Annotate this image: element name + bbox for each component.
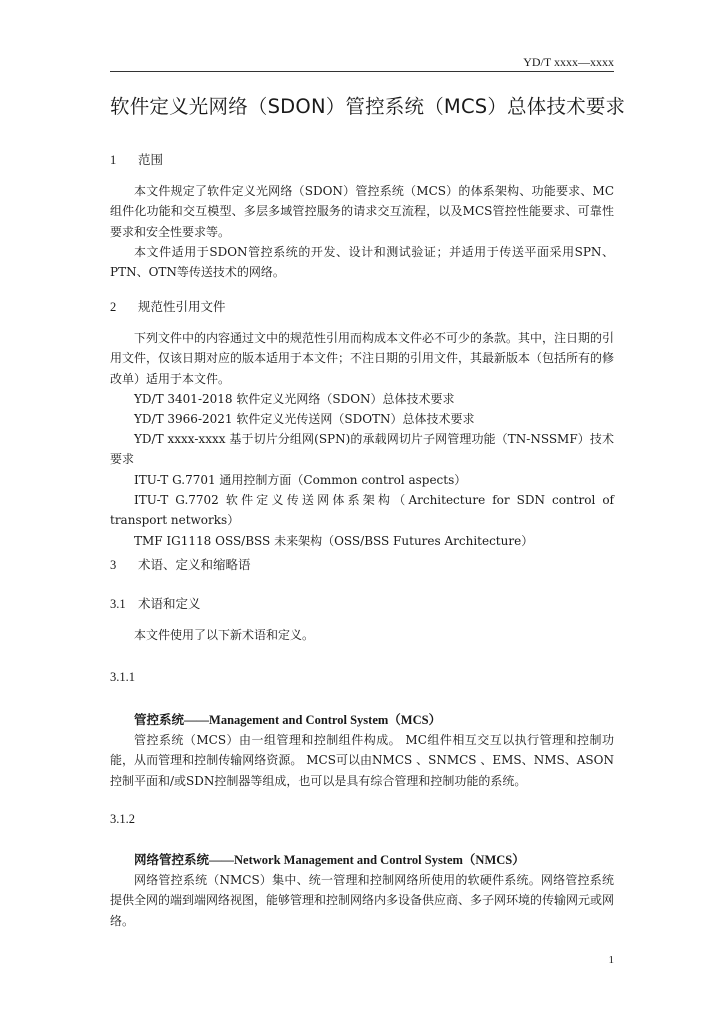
- term-definition: 管控系统（MCS）由一组管理和控制组件构成。 MC组件相互交互以执行管理和控制功能，从而管理和控制传输网络资源。 MCS可以由NMCS 、SNMCS 、EMS、NMS、ASON控制平面和/或SDN控制器等组成，也可以是具有综合管理和控制功能的系统。: [110, 733, 614, 788]
- section-1-heading: [110, 150, 163, 170]
- term-title-zh: 管控系统: [134, 712, 185, 727]
- reference-item: YD/T xxxx-xxxx 基于切片分组网(SPN)的承载网切片子网管理功能（TN-NSSMF）技术要求: [110, 432, 614, 467]
- section-number: 1: [110, 153, 117, 167]
- section-number: 2: [110, 300, 117, 314]
- term-title-en: ——Network Management and Control System（NMCS）: [209, 853, 525, 867]
- page-number: 1: [608, 954, 614, 966]
- reference-item: TMF IG1118 OSS/BSS 未来架构（OSS/BSS Futures Architecture）: [134, 534, 534, 548]
- reference-item: YD/T 3966-2021 软件定义光传送网（SDOTN）总体技术要求: [134, 412, 475, 426]
- section-title: 规范性引用文件: [138, 299, 226, 314]
- term-title: [134, 710, 614, 730]
- section-2-paragraph-1: 下列文件中的内容通过文中的规范性引用而构成本文件必不可少的条款。其中，注日期的引用文件，仅该日期对应的版本适用于本文件；不注日期的引用文件，其最新版本（包括所有的修改单）适用于本文件。: [110, 331, 615, 386]
- standard-code: YD/T xxxx—xxxx: [523, 55, 614, 69]
- section-title: 术语、定义和缩略语: [138, 557, 251, 572]
- document-title: 软件定义光网络（SDON）管控系统（MCS）总体技术要求: [110, 95, 626, 118]
- section-3-heading: [110, 555, 251, 575]
- section-number: 3: [110, 558, 117, 572]
- term-title: [134, 850, 614, 870]
- section-1-paragraph-1: 本文件规定了软件定义光网络（SDON）管控系统（MCS）的体系架构、功能要求、MC组件化功能和交互模型、多层多域管控服务的请求交互流程，以及MCS管控性能要求、可靠性要求和安全性要求等。: [110, 184, 614, 239]
- section-3-1-heading: [110, 594, 201, 614]
- reference-item: ITU-T G.7701 通用控制方面（Common control aspects）: [134, 473, 467, 487]
- section-title: 术语和定义: [138, 596, 201, 611]
- section-title: 范围: [138, 152, 164, 167]
- term-number: 3.1.1: [110, 670, 135, 684]
- term-number: 3.1.2: [110, 812, 135, 826]
- section-3-1-paragraph: 本文件使用了以下新术语和定义。: [134, 628, 315, 642]
- term-title-en: ——Management and Control System（MCS）: [184, 713, 442, 727]
- term-title-zh: 网络管控系统: [134, 852, 210, 867]
- section-1-paragraph-2: 本文件适用于SDON管控系统的开发、设计和测试验证；并适用于传送平面采用SPN、PTN、OTN等传送技术的网络。: [110, 245, 614, 280]
- reference-item: ITU-T G.7702 软件定义传送网体系架构（Architecture for SDN control of transport networks）: [110, 493, 614, 528]
- header-rule: [110, 71, 614, 72]
- reference-item: YD/T 3401-2018 软件定义光网络（SDON）总体技术要求: [134, 392, 455, 406]
- section-number: 3.1: [110, 597, 126, 611]
- section-2-heading: [110, 297, 226, 317]
- term-definition: 网络管控系统（NMCS）集中、统一管理和控制网络所使用的软硬件系统。网络管控系统提供全网的端到端网络视图，能够管理和控制网络内多设备供应商、多子网环境的传输网元或网络。: [110, 873, 615, 928]
